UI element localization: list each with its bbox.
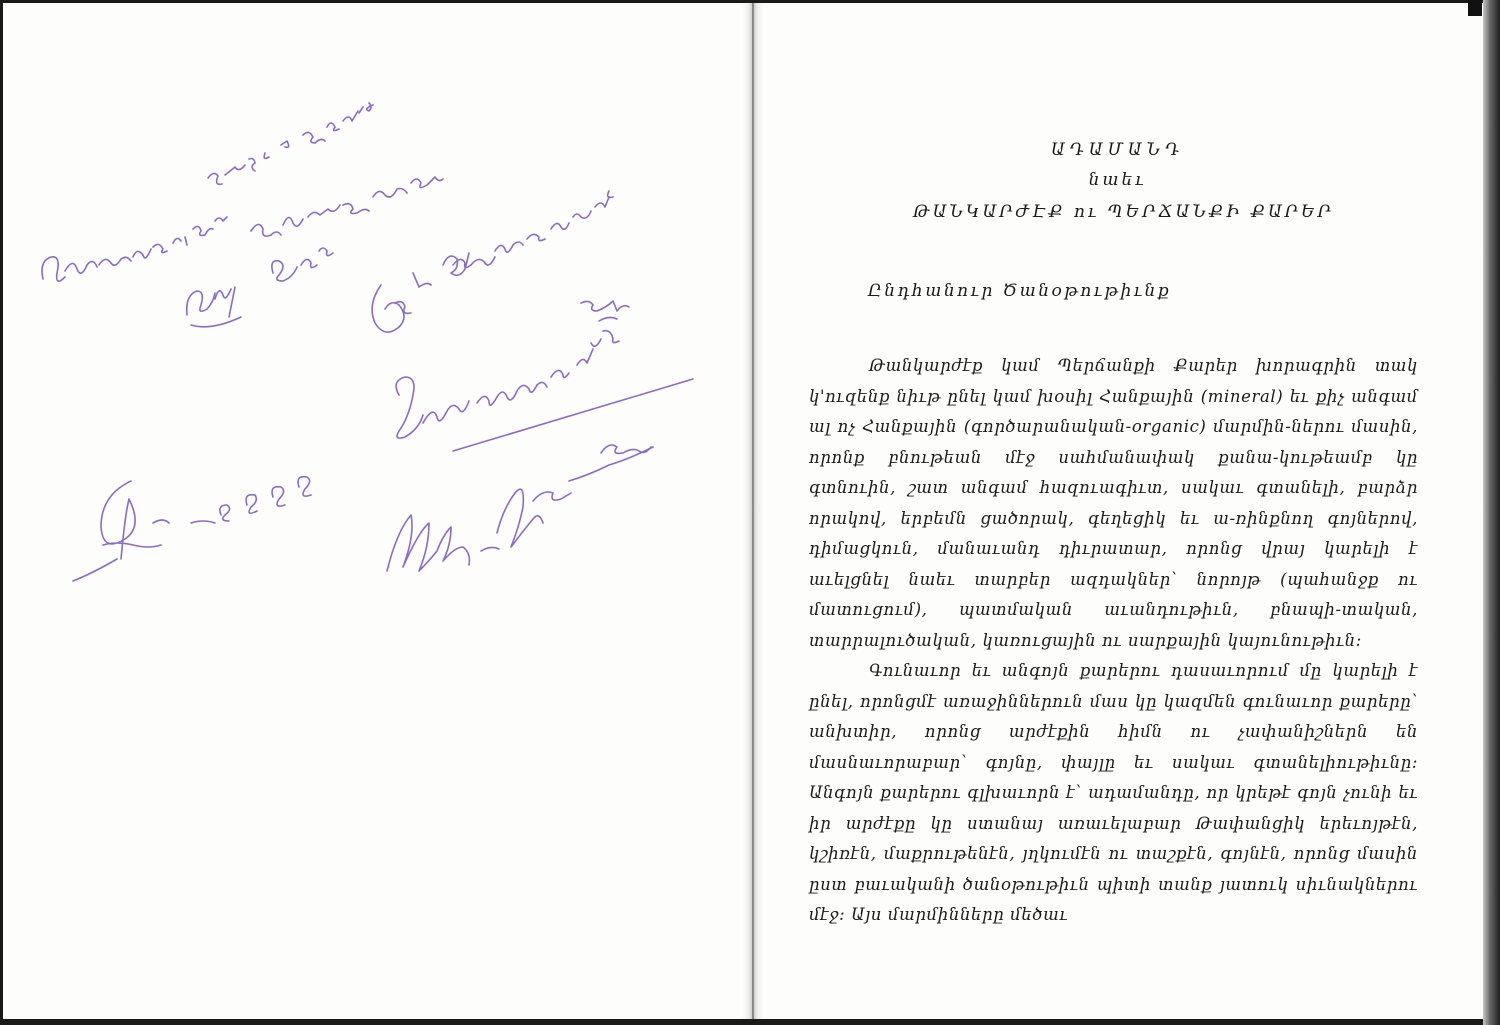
signature-5: [387, 445, 653, 571]
book-title: ԱԴԱՄԱՆԴ: [1050, 140, 1185, 160]
left-page: [3, 3, 743, 1019]
book-title-connector: նաեւ: [1088, 170, 1147, 190]
scan-border-bottom: [0, 1019, 1500, 1025]
book-subtitle: ԹԱՆԿԱՐԺԷՔ ու ՊԵՐՃԱՆՔԻ ՔԱՐԵՐ: [913, 202, 1334, 222]
handwritten-signatures: [3, 3, 743, 1019]
inscription-line-1: [208, 103, 373, 184]
inscription-line-2: [251, 177, 443, 236]
signature-3: [396, 301, 629, 438]
paragraph-1: Թանկարժէք կամ Պերճանքի Քարեր խորագրին տակ կ'ուզենք նիւթ ընել կամ խօսիլ Հանքային (mineral) եւ քիչ անգամ ալ ոչ Հանքային (գործարանական-organic) մարմին-ներու մասին, որոնք բնութեան մէջ սահմանափակ քանա-կութեամբ կը գտնուին, շատ անգամ հազուագիւտ, սակաւ գտանելի, բարձր որակով, երբեմն ցածորակ, գեղեցիկ եւ ա-ռինքնող գոյներով, դիմացկուն, մանաւանդ դիւրատար, որոնց վրայ կարելի է աւելցնել նաեւ տարբեր ազդակներ՝ նորոյթ (պահանջք ու մատուցում), պատմական աւանդութիւն, բնապի-տական, տարրալուծական, կառուցային ու սարքային կայունութիւն:: [809, 356, 1418, 650]
right-page: [764, 3, 1483, 1019]
signature-line-diagonal: [453, 379, 693, 451]
signature-4-dated: [73, 477, 311, 581]
signature-1: [187, 248, 333, 327]
section-title: Ընդհանուր Ծանօթութիւնք: [868, 281, 1172, 301]
inscription-line-3: [42, 191, 613, 281]
page-edge-shadow: [1483, 0, 1500, 1025]
paragraph-2: Գունաւոր եւ անգոյն քարերու դասաւորում մը կարելի է ընել, որոնցմէ առաջիններուն մաս կը կազմեն գունաւոր քարերը՝ անխտիր, որոնց արժէքին հիմն ու չափանիշներն են մասնաւորաբար՝ գոյնը, փայլը եւ սակաւ գտանելիութիւնը: Անգոյն քարերու գլխաւորն է՝ ադամանդը, որ կրեթէ գոյն չունի եւ իր արժէքը կը ստանայ առաւելաբար Թափանցիկ երեւոյթէն, կշիռէն, մաքրութենէն, յղկումէն ու տաշքէն, գոյնէն, որոնց մասին ըստ բաւականի ծանօթութիւն պիտի տանք յատուկ սիւնակներու մէջ: Այս մարմինները մեծաւ: [809, 661, 1418, 924]
body-text: [809, 351, 1418, 931]
signature-2: [372, 253, 469, 332]
book-gutter-line: [752, 3, 754, 1019]
